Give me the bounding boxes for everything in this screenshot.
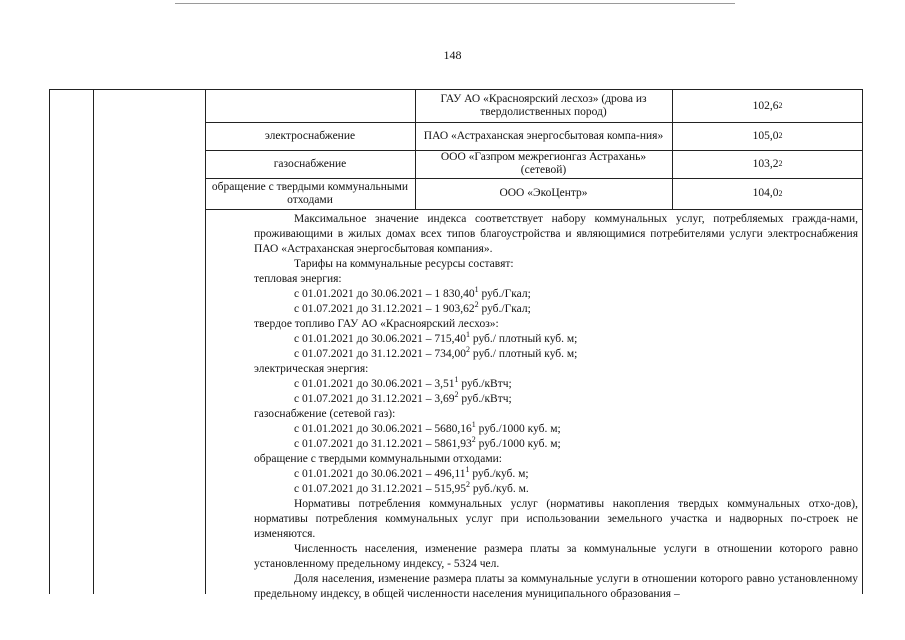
service-cell [205, 90, 415, 122]
footnote-mark: 1 [465, 465, 470, 475]
service-cell: газоснабжение [273, 157, 347, 170]
index-value: 104,0 [752, 187, 779, 199]
footnote-mark: 2 [454, 390, 459, 400]
paragraph: Максимальное значение индекса соответствует набору коммунальных услуг, потребляемых гражда-нами, проживающими в жилых домах всех типов благоустройства и являющимися потребителями услуги электроснабжения ПАО «Астраханская энергосбытовая компания». [254, 213, 858, 255]
resource-heading: электрическая энергия: [254, 363, 369, 375]
tariff-line [254, 437, 858, 452]
tariff-value: с 01.07.2021 до 31.12.2021 – 515,95 [294, 483, 466, 495]
provider-cell: ПАО «Астраханская энергосбытовая компа-ния» [423, 129, 664, 142]
tariff-line [254, 302, 858, 317]
paragraph: Нормативы потребления коммунальных услуг (нормативы накопления твердых коммунальных отхо-дов), нормативы потребления коммунальных услуг при использовании земельного участка и надворных по-строек не изменяются. [254, 498, 858, 540]
index-cell: 105,0 2 [752, 129, 783, 142]
provider-cell: ООО «ЭкоЦентр» [499, 187, 588, 199]
tariff-value: с 01.07.2021 до 31.12.2021 – 734,00 [294, 348, 466, 360]
table-body-text [254, 212, 858, 602]
tariff-line [254, 392, 858, 407]
index-cell: 102,6 2 [752, 99, 783, 112]
index-value: 102,6 [752, 99, 779, 112]
tariff-unit: руб./ плотный куб. м; [469, 348, 578, 360]
resource-heading: обращение с твердыми коммунальными отходами: [254, 453, 502, 465]
paragraph: Тарифы на коммунальные ресурсы составят: [294, 258, 514, 270]
tariff-value: с 01.07.2021 до 31.12.2021 – 3,69 [294, 393, 455, 405]
index-cell: 104,0 2 [752, 187, 783, 199]
tariff-unit: руб./1000 куб. м; [475, 438, 561, 450]
tariff-line [254, 332, 858, 347]
tariff-unit: руб./кВтч; [458, 393, 512, 405]
paragraph: Доля населения, изменение размера платы за коммунальные услуги в отношении которого равно установленному предельному индексу, в общей численности населения муниципального образования – [254, 573, 858, 600]
footnote-mark: 1 [465, 330, 470, 340]
provider-cell: ГАУ АО «Красноярский лесхоз» (дрова из твердолиственных пород) [440, 93, 647, 118]
provider-cell: ООО «Газпром межрегионгаз Астрахань» (сетевой) [440, 151, 647, 176]
tariff-value: с 01.07.2021 до 31.12.2021 – 5861,93 [294, 438, 472, 450]
service-cell: электроснабжение [264, 129, 356, 142]
tariff-unit: руб./куб. м. [469, 483, 529, 495]
col-divider-1 [93, 90, 94, 594]
tariff-value: с 01.01.2021 до 30.06.2021 – 496,11 [294, 468, 466, 480]
service-cell: обращение с твердыми коммунальными отходами [211, 180, 409, 206]
tariff-unit: руб./кВтч; [458, 378, 512, 390]
tariff-unit: руб./куб. м; [469, 468, 529, 480]
index-value: 105,0 [752, 129, 779, 142]
tariff-line [254, 287, 858, 302]
index-cell: 103,2 2 [752, 157, 783, 170]
page-number: 148 [443, 48, 462, 62]
tariff-unit: руб./Гкал; [478, 303, 531, 315]
tariff-table [49, 89, 863, 600]
footnote-mark: 1 [454, 375, 459, 385]
resource-heading: твердое топливо ГАУ АО «Красноярский лесхоз»: [254, 318, 499, 330]
tariff-unit: руб./ плотный куб. м; [469, 333, 578, 345]
footnote-mark: 2 [465, 345, 470, 355]
tariff-line [254, 467, 858, 482]
tariff-value: с 01.01.2021 до 30.06.2021 – 1 830,40 [294, 288, 475, 300]
paragraph: Численность населения, изменение размера платы за коммунальные услуги в отношении которого равно установленному предельному индексу, - 5324 чел. [254, 543, 858, 570]
footnote-mark: 2 [465, 480, 470, 490]
row-divider-4 [205, 209, 863, 210]
index-value: 103,2 [752, 157, 779, 170]
tariff-unit: руб./1000 куб. м; [475, 423, 561, 435]
tariff-line [254, 347, 858, 362]
top-rule [175, 3, 735, 4]
footnote-mark: 1 [474, 285, 479, 295]
footnote-mark: 2 [474, 300, 479, 310]
tariff-line [254, 482, 858, 497]
tariff-line [254, 422, 858, 437]
tariff-value: с 01.01.2021 до 30.06.2021 – 715,40 [294, 333, 466, 345]
tariff-unit: руб./Гкал; [478, 288, 531, 300]
tariff-line [254, 377, 858, 392]
footnote-mark: 1 [471, 420, 476, 430]
resource-heading: газоснабжение (сетевой газ): [254, 408, 396, 420]
tariff-value: с 01.07.2021 до 31.12.2021 – 1 903,62 [294, 303, 475, 315]
tariff-value: с 01.01.2021 до 30.06.2021 – 5680,16 [294, 423, 472, 435]
tariff-value: с 01.01.2021 до 30.06.2021 – 3,51 [294, 378, 455, 390]
resource-heading: тепловая энергия: [254, 273, 342, 285]
footnote-mark: 2 [471, 435, 476, 445]
